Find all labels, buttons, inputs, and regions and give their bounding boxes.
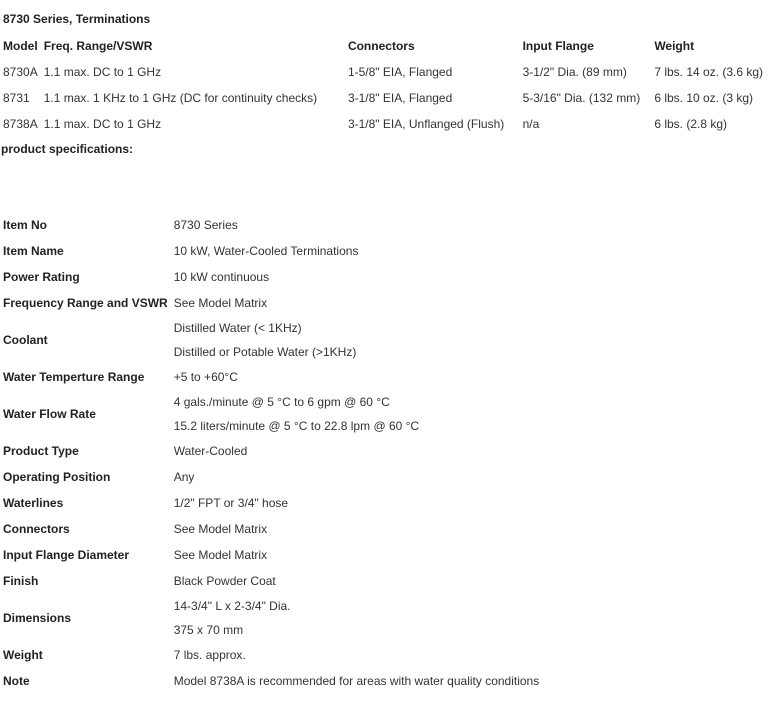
matrix-cell-freq: 1.1 max. DC to 1 GHz — [43, 117, 162, 131]
spec-label: Finish — [3, 574, 39, 588]
spec-value — [171, 390, 737, 438]
spec-value-line: Black Powder Coat — [173, 574, 276, 588]
spec-row-operating-position — [0, 464, 737, 490]
spec-value — [171, 364, 737, 390]
spec-value-line: +5 to +60°C — [173, 370, 238, 384]
matrix-cell-weight: 6 lbs. (2.8 kg) — [654, 117, 728, 131]
spec-value-line: Any — [173, 470, 195, 484]
spec-row-item-no — [0, 212, 737, 238]
spec-label: Item No — [3, 218, 48, 232]
matrix-cell-freq: 1.1 max. DC to 1 GHz — [43, 65, 162, 79]
spec-label: Waterlines — [3, 496, 64, 510]
spec-value-line: 8730 Series — [173, 218, 238, 232]
matrix-cell-connectors: 3-1/8" EIA, Unflanged (Flush) — [347, 117, 505, 131]
spec-label: Dimensions — [3, 611, 72, 625]
spec-row-item-name — [0, 238, 737, 264]
spec-row-weight — [0, 642, 737, 668]
spec-row-coolant — [0, 316, 737, 364]
matrix-cell-model: 8738A — [3, 117, 38, 131]
spec-value — [171, 464, 737, 490]
spec-row-waterlines — [0, 490, 737, 516]
matrix-cell-connectors: 3-1/8" EIA, Flanged — [347, 91, 453, 105]
matrix-header-model: Model — [3, 39, 38, 53]
spec-value-line: 7 lbs. approx. — [173, 648, 246, 662]
matrix-row — [0, 85, 777, 111]
matrix-cell-freq: 1.1 max. 1 KHz to 1 GHz (DC for continuity checks) — [43, 91, 318, 105]
spec-row-frequency-range — [0, 290, 737, 316]
spec-value-line: 1/2" FPT or 3/4" hose — [173, 496, 289, 510]
spec-label: Input Flange Diameter — [3, 548, 130, 562]
spec-row-connectors — [0, 516, 737, 542]
matrix-row — [0, 59, 777, 85]
spec-value — [171, 516, 737, 542]
spec-value-line: 4 gals./minute @ 5 °C to 6 gpm @ 60 °C — [173, 395, 390, 409]
spec-value-line: 10 kW, Water-Cooled Terminations — [173, 244, 359, 258]
spec-value — [171, 490, 737, 516]
specs-heading: product specifications: — [1, 142, 134, 156]
spec-label: Frequency Range and VSWR — [3, 296, 168, 310]
matrix-row — [0, 111, 777, 137]
matrix-cell-model: 8730A — [3, 65, 38, 79]
matrix-header-row — [0, 33, 777, 59]
spec-value-line: Distilled or Potable Water (>1KHz) — [173, 345, 357, 359]
specs-table — [0, 212, 737, 694]
spec-label: Product Type — [3, 444, 79, 458]
spec-value-line: See Model Matrix — [173, 548, 268, 562]
spec-value — [171, 594, 737, 642]
matrix-cell-input-flange: 5-3/16" Dia. (132 mm) — [522, 91, 641, 105]
spec-value-line: Water-Cooled — [173, 444, 248, 458]
spec-value-line: 10 kW continuous — [173, 270, 270, 284]
spec-label: Water Flow Rate — [3, 407, 96, 421]
spec-label: Coolant — [3, 333, 48, 347]
spec-value-line: Model 8738A is recommended for areas with water quality conditions — [173, 674, 540, 688]
spec-label: Note — [3, 674, 30, 688]
spec-label: Connectors — [3, 522, 70, 536]
spec-value — [171, 290, 737, 316]
spec-value-line: See Model Matrix — [173, 522, 268, 536]
spec-row-input-flange-diameter — [0, 542, 737, 568]
spec-value — [171, 264, 737, 290]
model-matrix-table — [0, 33, 777, 137]
matrix-cell-input-flange: 3-1/2" Dia. (89 mm) — [522, 65, 627, 79]
spec-label: Item Name — [3, 244, 64, 258]
spec-row-power-rating — [0, 264, 737, 290]
spec-value — [171, 238, 737, 264]
matrix-cell-weight: 7 lbs. 14 oz. (3.6 kg) — [654, 65, 764, 79]
spec-row-note — [0, 668, 737, 694]
spec-value — [171, 316, 737, 364]
matrix-header-freq: Freq. Range/VSWR — [43, 39, 153, 53]
spec-label: Water Temperture Range — [3, 370, 145, 384]
spec-label: Power Rating — [3, 270, 80, 284]
spec-value-line: 14-3/4" L x 2-3/4" Dia. — [173, 599, 291, 613]
spec-value — [171, 642, 737, 668]
spec-label: Weight — [3, 648, 43, 662]
spec-row-product-type — [0, 438, 737, 464]
matrix-header-connectors: Connectors — [347, 39, 415, 53]
matrix-header-input-flange: Input Flange — [522, 39, 594, 53]
spec-row-finish — [0, 568, 737, 594]
spec-value — [171, 568, 737, 594]
spec-value — [171, 668, 737, 694]
matrix-cell-connectors: 1-5/8" EIA, Flanged — [347, 65, 453, 79]
spec-value — [171, 212, 737, 238]
spec-value-line: 375 x 70 mm — [173, 623, 244, 637]
spec-row-water-flow-rate — [0, 390, 737, 438]
matrix-cell-model: 8731 — [3, 91, 30, 105]
spec-value-line: Distilled Water (< 1KHz) — [173, 321, 302, 335]
spec-row-dimensions — [0, 594, 737, 642]
spec-row-water-temperature — [0, 364, 737, 390]
spec-label: Operating Position — [3, 470, 111, 484]
matrix-header-weight: Weight — [654, 39, 695, 53]
spec-value — [171, 438, 737, 464]
spec-value — [171, 542, 737, 568]
series-title: 8730 Series, Terminations — [3, 12, 151, 26]
matrix-cell-weight: 6 lbs. 10 oz. (3 kg) — [654, 91, 754, 105]
spec-value-line: 15.2 liters/minute @ 5 °C to 22.8 lpm @ 60 °C — [173, 419, 420, 433]
matrix-cell-input-flange: n/a — [522, 117, 540, 131]
spec-value-line: See Model Matrix — [173, 296, 268, 310]
